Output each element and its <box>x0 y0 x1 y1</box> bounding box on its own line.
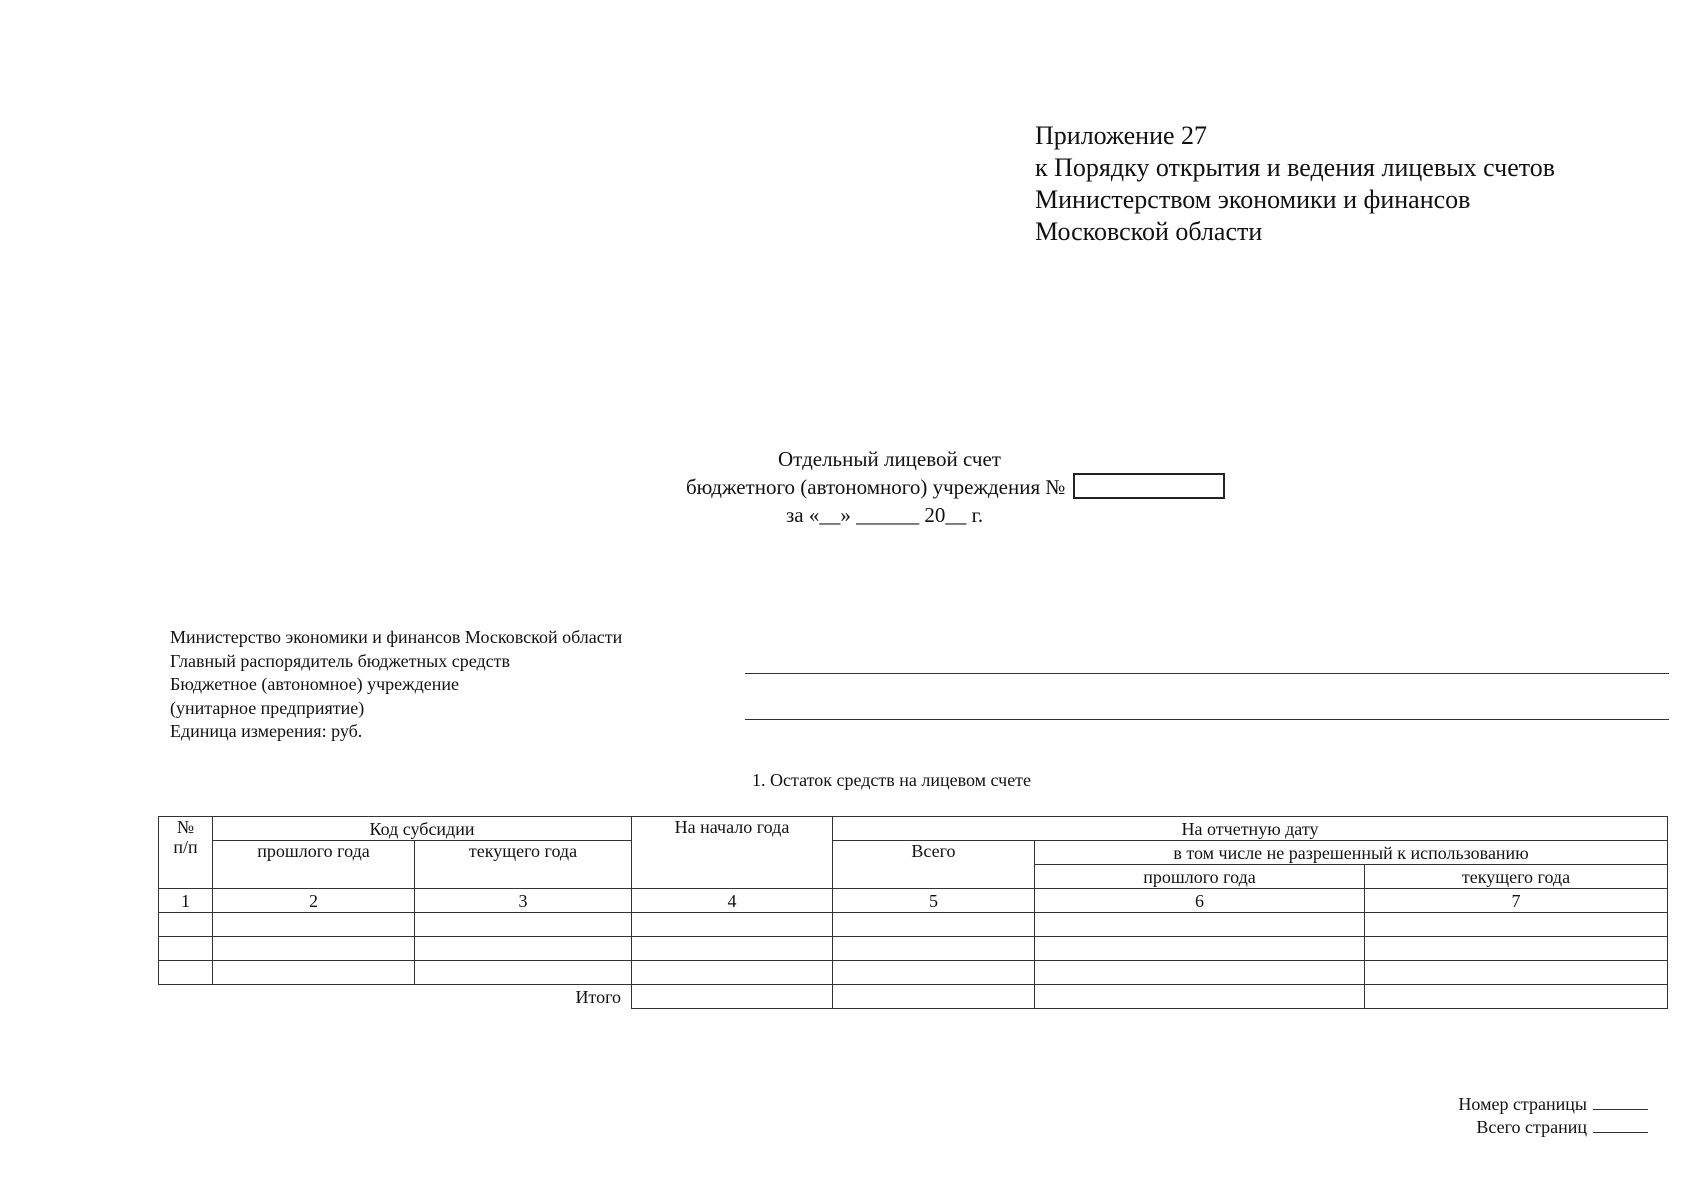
total-label: Итого <box>575 986 621 1007</box>
header-total: Всего <box>833 841 1035 889</box>
table-cell[interactable] <box>159 937 213 961</box>
header-report-date: На отчетную дату <box>833 817 1668 841</box>
column-number-row <box>159 889 1668 913</box>
institution-label: Бюджетное (автономное) учреждение <box>170 674 459 694</box>
chief-manager-label: Главный распорядитель бюджетных средств <box>170 650 510 671</box>
title-line-2 <box>686 473 1225 501</box>
column-number: 7 <box>1365 889 1668 913</box>
table-cell[interactable] <box>632 961 833 985</box>
header-curr-year: текущего года <box>415 841 632 889</box>
header-not-allowed: в том числе не разрешенный к использованию <box>1035 841 1668 865</box>
total-cell[interactable] <box>833 985 1035 1009</box>
column-number: 2 <box>213 889 415 913</box>
total-pages-line <box>1458 1116 1648 1139</box>
table-cell[interactable] <box>213 937 415 961</box>
column-number: 1 <box>159 889 213 913</box>
total-cell[interactable] <box>632 985 833 1009</box>
column-number: 4 <box>632 889 833 913</box>
balance-table <box>158 816 1668 1009</box>
page-number-field[interactable] <box>1593 1095 1648 1110</box>
header-curr-year-2: текущего года <box>1365 865 1668 889</box>
total-pages-field[interactable] <box>1593 1118 1648 1133</box>
section-title: 1. Остаток средств на лицевом счете <box>752 770 1032 790</box>
table-cell[interactable] <box>1365 937 1668 961</box>
table-cell[interactable] <box>1035 913 1365 937</box>
organization-info <box>170 626 622 744</box>
appendix-line: Московской области <box>1035 217 1263 246</box>
table-cell[interactable] <box>1035 937 1365 961</box>
header-prev-year: прошлого года <box>213 841 415 889</box>
table-cell[interactable] <box>1365 913 1668 937</box>
table-cell[interactable] <box>213 913 415 937</box>
title-line-3: за «__» ______ 20__ г. <box>786 503 984 527</box>
appendix-line: Министерством экономики и финансов <box>1035 185 1471 214</box>
enterprise-label: (унитарное предприятие) <box>170 697 365 718</box>
table-cell[interactable] <box>159 913 213 937</box>
page-footer <box>1458 1093 1648 1139</box>
account-number-box[interactable] <box>1073 473 1225 499</box>
title-line-2-text: бюджетного (автономного) учреждения № <box>686 475 1066 499</box>
header-num <box>159 817 213 889</box>
appendix-line: Приложение 27 <box>1035 121 1208 150</box>
table-row <box>159 937 1668 961</box>
table-cell[interactable] <box>1365 961 1668 985</box>
page-number-label: Номер страницы <box>1458 1094 1587 1114</box>
table-cell[interactable] <box>415 937 632 961</box>
header-year-start: На начало года <box>632 817 833 889</box>
appendix-header <box>1035 120 1555 248</box>
header-subsidy-code: Код субсидии <box>213 817 632 841</box>
column-number: 5 <box>833 889 1035 913</box>
table-cell[interactable] <box>415 913 632 937</box>
total-cell[interactable] <box>1365 985 1668 1009</box>
header-num-line2: п/п <box>173 837 198 857</box>
ministry-name: Министерство экономики и финансов Московской области <box>170 627 623 647</box>
table-cell[interactable] <box>1035 961 1365 985</box>
table-header-row <box>159 817 1668 841</box>
table-cell[interactable] <box>632 913 833 937</box>
table-row <box>159 913 1668 937</box>
appendix-line: к Порядку открытия и ведения лицевых счетов <box>1035 153 1556 182</box>
table-row <box>159 961 1668 985</box>
column-number: 3 <box>415 889 632 913</box>
table-header-row <box>159 841 1668 865</box>
table-cell[interactable] <box>415 961 632 985</box>
unit-label: Единица измерения: руб. <box>170 721 363 741</box>
column-number: 6 <box>1035 889 1365 913</box>
table-cell[interactable] <box>833 913 1035 937</box>
table-cell[interactable] <box>213 961 415 985</box>
header-prev-year-2: прошлого года <box>1035 865 1365 889</box>
table-cell[interactable] <box>833 937 1035 961</box>
table-cell[interactable] <box>833 961 1035 985</box>
total-cell[interactable] <box>1035 985 1365 1009</box>
institution-fill-line[interactable] <box>745 719 1669 720</box>
title-line-1: Отдельный лицевой счет <box>778 447 1001 471</box>
total-pages-label: Всего страниц <box>1476 1117 1587 1137</box>
total-row <box>159 985 1668 1009</box>
table-cell[interactable] <box>159 961 213 985</box>
chief-manager-fill-line[interactable] <box>745 673 1669 674</box>
page-number-line <box>1458 1093 1648 1116</box>
header-num-line1: № <box>176 817 195 837</box>
table-cell[interactable] <box>632 937 833 961</box>
